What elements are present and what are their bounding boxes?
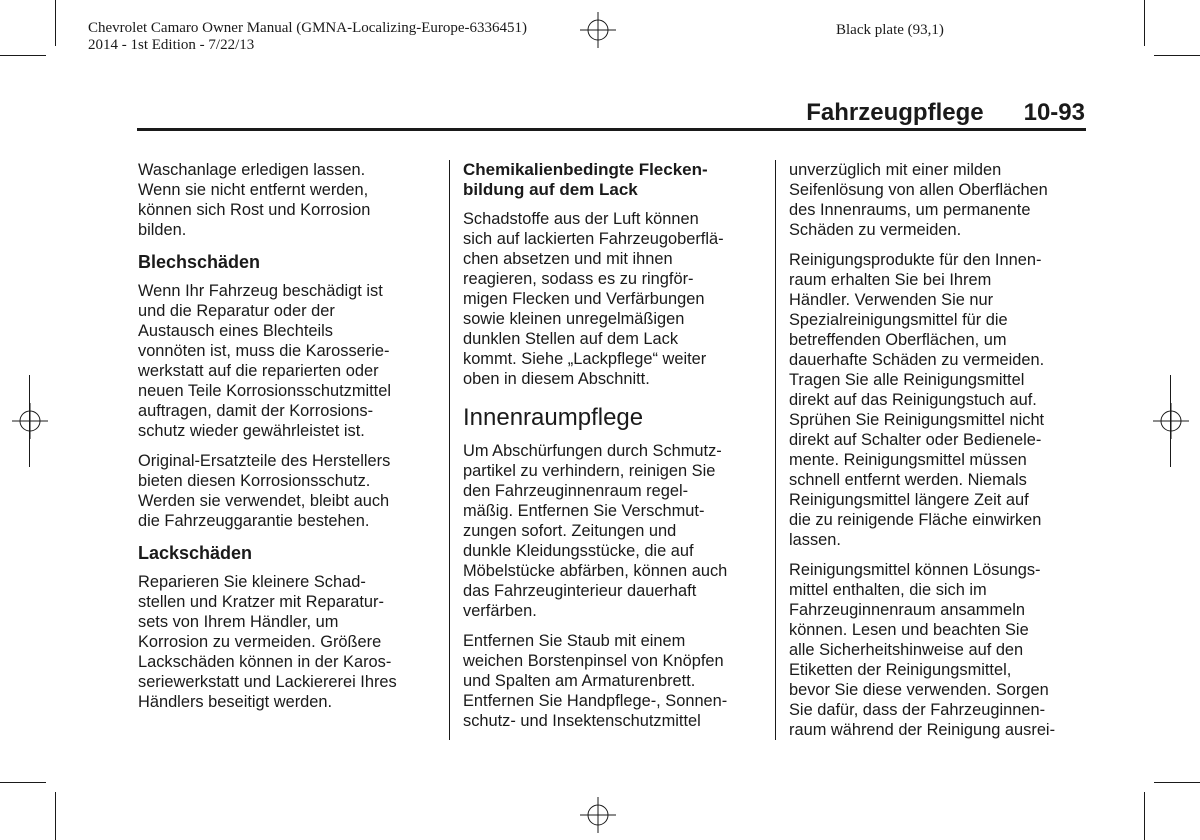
text-line: chen absetzen und mit ihnen	[463, 250, 673, 268]
text-line: Waschanlage erledigen lassen.	[138, 161, 366, 179]
print-header-line1: Chevrolet Camaro Owner Manual (GMNA-Localizing-Europe-6336451)	[88, 20, 528, 36]
text-line: auftragen, damit der Korrosions-	[138, 402, 374, 420]
text-line: partikel zu verhindern, reinigen Sie	[463, 462, 716, 480]
text-line: oben in diesem Abschnitt.	[463, 370, 650, 388]
text-line: die Fahrzeuggarantie bestehen.	[138, 512, 370, 530]
text-line: Wenn Ihr Fahrzeug beschädigt ist	[138, 282, 383, 300]
paragraph	[138, 160, 438, 240]
text-line: direkt auf Schalter oder Bedienele-	[789, 431, 1042, 449]
text-line: kommt. Siehe „Lackpflege“ weiter	[463, 350, 707, 368]
text-line: neuen Teile Korrosionsschutzmittel	[138, 382, 391, 400]
text-line: bilden.	[138, 221, 187, 239]
text-line: betreffenden Oberflächen, um	[789, 331, 1007, 349]
text-line: Reparieren Sie kleinere Schad-	[138, 573, 366, 591]
text-line: mittel enthalten, die sich im	[789, 581, 987, 599]
text-line: vonnöten ist, muss die Karosserie-	[138, 342, 390, 360]
text-line: Chemikalienbedingte Flecken-	[463, 160, 708, 179]
section-title: Innenraumpflege	[463, 404, 644, 431]
text-line: migen Flecken und Verfärbungen	[463, 290, 705, 308]
text-line: sowie kleinen unregelmäßigen	[463, 310, 685, 328]
crop-mark	[1144, 792, 1145, 840]
text-line: Seifenlösung von allen Oberflächen	[789, 181, 1048, 199]
text-line: dauerhafte Schäden zu vermeiden.	[789, 351, 1045, 369]
text-line: Reinigungsmittel können Lösungs-	[789, 561, 1041, 579]
text-line: mäßig. Entfernen Sie Verschmut-	[463, 502, 705, 520]
text-line: Austausch eines Blechteils	[138, 322, 333, 340]
text-line: Schäden zu vermeiden.	[789, 221, 962, 239]
text-line: dunkle Kleidungsstücke, die auf	[463, 542, 694, 560]
column-1	[138, 160, 438, 722]
text-line: unverzüglich mit einer milden	[789, 161, 1002, 179]
crop-mark	[1144, 0, 1145, 46]
crop-mark	[1154, 55, 1200, 56]
text-line: können. Lesen und beachten Sie	[789, 621, 1029, 639]
paragraph	[463, 209, 763, 389]
text-line: Möbelstücke abfärben, können auch	[463, 562, 728, 580]
subheading	[463, 160, 763, 200]
crop-mark	[55, 792, 56, 840]
text-line: zungen sofort. Zeitungen und	[463, 522, 677, 540]
text-line: lassen.	[789, 531, 841, 549]
text-line: schnell entfernt werden. Niemals	[789, 471, 1027, 489]
column-3	[789, 160, 1089, 750]
paragraph	[138, 451, 438, 531]
text-line: des Innenraums, um permanente	[789, 201, 1031, 219]
text-line: bevor Sie diese verwenden. Sorgen	[789, 681, 1049, 699]
chapter-title: Fahrzeugpflege	[806, 99, 984, 126]
text-line: weichen Borstenpinsel von Knöpfen	[463, 652, 724, 670]
text-line: Reinigungsprodukte für den Innen-	[789, 251, 1042, 269]
text-line: das Fahrzeuginterieur dauerhaft	[463, 582, 697, 600]
crop-mark	[0, 782, 46, 783]
text-line: stellen und Kratzer mit Reparatur-	[138, 593, 384, 611]
text-line: reagieren, sodass es zu ringför-	[463, 270, 694, 288]
text-line: die zu reinigende Fläche einwirken	[789, 511, 1042, 529]
column-divider	[775, 160, 776, 740]
text-line: Fahrzeuginnenraum ansammeln	[789, 601, 1025, 619]
text-line: Schadstoffe aus der Luft können	[463, 210, 699, 228]
paragraph	[463, 441, 763, 621]
text-line: bieten diesen Korrosionsschutz.	[138, 472, 371, 490]
text-line: Um Abschürfungen durch Schmutz-	[463, 442, 722, 460]
crop-mark	[29, 375, 30, 467]
text-line: Sprühen Sie Reinigungsmittel nicht	[789, 411, 1045, 429]
crop-mark	[1154, 782, 1200, 783]
paragraph	[789, 560, 1089, 740]
print-header	[88, 20, 527, 54]
text-line: raum während der Reinigung ausrei-	[789, 721, 1056, 739]
text-line: bildung auf dem Lack	[463, 180, 638, 199]
registration-mark-icon	[580, 12, 616, 48]
page-number: 10-93	[1023, 99, 1085, 126]
text-line: sich auf lackierten Fahrzeugoberflä-	[463, 230, 724, 248]
column-2	[463, 160, 763, 741]
text-line: alle Sicherheitshinweise auf den	[789, 641, 1024, 659]
column-divider	[449, 160, 450, 740]
text-line: direkt auf das Reinigungstuch auf.	[789, 391, 1037, 409]
text-line: Händlers beseitigt werden.	[138, 693, 333, 711]
text-line: Reinigungsmittel längere Zeit auf	[789, 491, 1029, 509]
text-line: Sie dafür, dass der Fahrzeuginnen-	[789, 701, 1046, 719]
text-line: mente. Reinigungsmittel müssen	[789, 451, 1027, 469]
text-line: können sich Rost und Korrosion	[138, 201, 371, 219]
text-line: und Spalten am Armaturenbrett.	[463, 672, 696, 690]
registration-mark-icon	[1153, 403, 1189, 439]
text-line: Spezialreinigungsmittel für die	[789, 311, 1008, 329]
crop-mark	[0, 55, 46, 56]
plate-label: Black plate (93,1)	[836, 22, 944, 38]
text-line: den Fahrzeuginnenraum regel-	[463, 482, 689, 500]
text-line: schutz- und Insektenschutzmittel	[463, 712, 701, 730]
subheading: Blechschäden	[138, 252, 261, 272]
subheading: Lackschäden	[138, 543, 253, 563]
text-line: dunklen Stellen auf dem Lack	[463, 330, 679, 348]
text-line: sets von Ihrem Händler, um	[138, 613, 339, 631]
running-head	[806, 99, 1085, 127]
registration-mark-icon	[580, 797, 616, 833]
paragraph	[789, 250, 1089, 550]
text-line: raum erhalten Sie bei Ihrem	[789, 271, 992, 289]
text-line: Wenn sie nicht entfernt werden,	[138, 181, 369, 199]
text-line: Korrosion zu vermeiden. Größere	[138, 633, 382, 651]
text-line: seriewerkstatt und Lackiererei Ihres	[138, 673, 397, 691]
text-line: Werden sie verwendet, bleibt auch	[138, 492, 390, 510]
text-line: Entfernen Sie Staub mit einem	[463, 632, 686, 650]
registration-mark-icon	[12, 403, 48, 439]
paragraph	[463, 631, 763, 731]
text-line: Original-Ersatzteile des Herstellers	[138, 452, 391, 470]
text-line: Etiketten der Reinigungsmittel,	[789, 661, 1012, 679]
text-line: Händler. Verwenden Sie nur	[789, 291, 994, 309]
text-line: Entfernen Sie Handpflege-, Sonnen-	[463, 692, 728, 710]
crop-mark	[1170, 375, 1171, 467]
print-header-line2: 2014 - 1st Edition - 7/22/13	[88, 37, 255, 53]
paragraph	[138, 572, 438, 712]
paragraph	[138, 281, 438, 441]
text-line: und die Reparatur oder der	[138, 302, 335, 320]
text-line: verfärben.	[463, 602, 537, 620]
paragraph	[789, 160, 1089, 240]
header-rule	[137, 128, 1086, 131]
crop-mark	[55, 0, 56, 46]
text-line: Lackschäden können in der Karos-	[138, 653, 392, 671]
text-line: werkstatt auf die reparierten oder	[138, 362, 379, 380]
text-line: Tragen Sie alle Reinigungsmittel	[789, 371, 1025, 389]
text-line: schutz wieder gewährleistet ist.	[138, 422, 365, 440]
